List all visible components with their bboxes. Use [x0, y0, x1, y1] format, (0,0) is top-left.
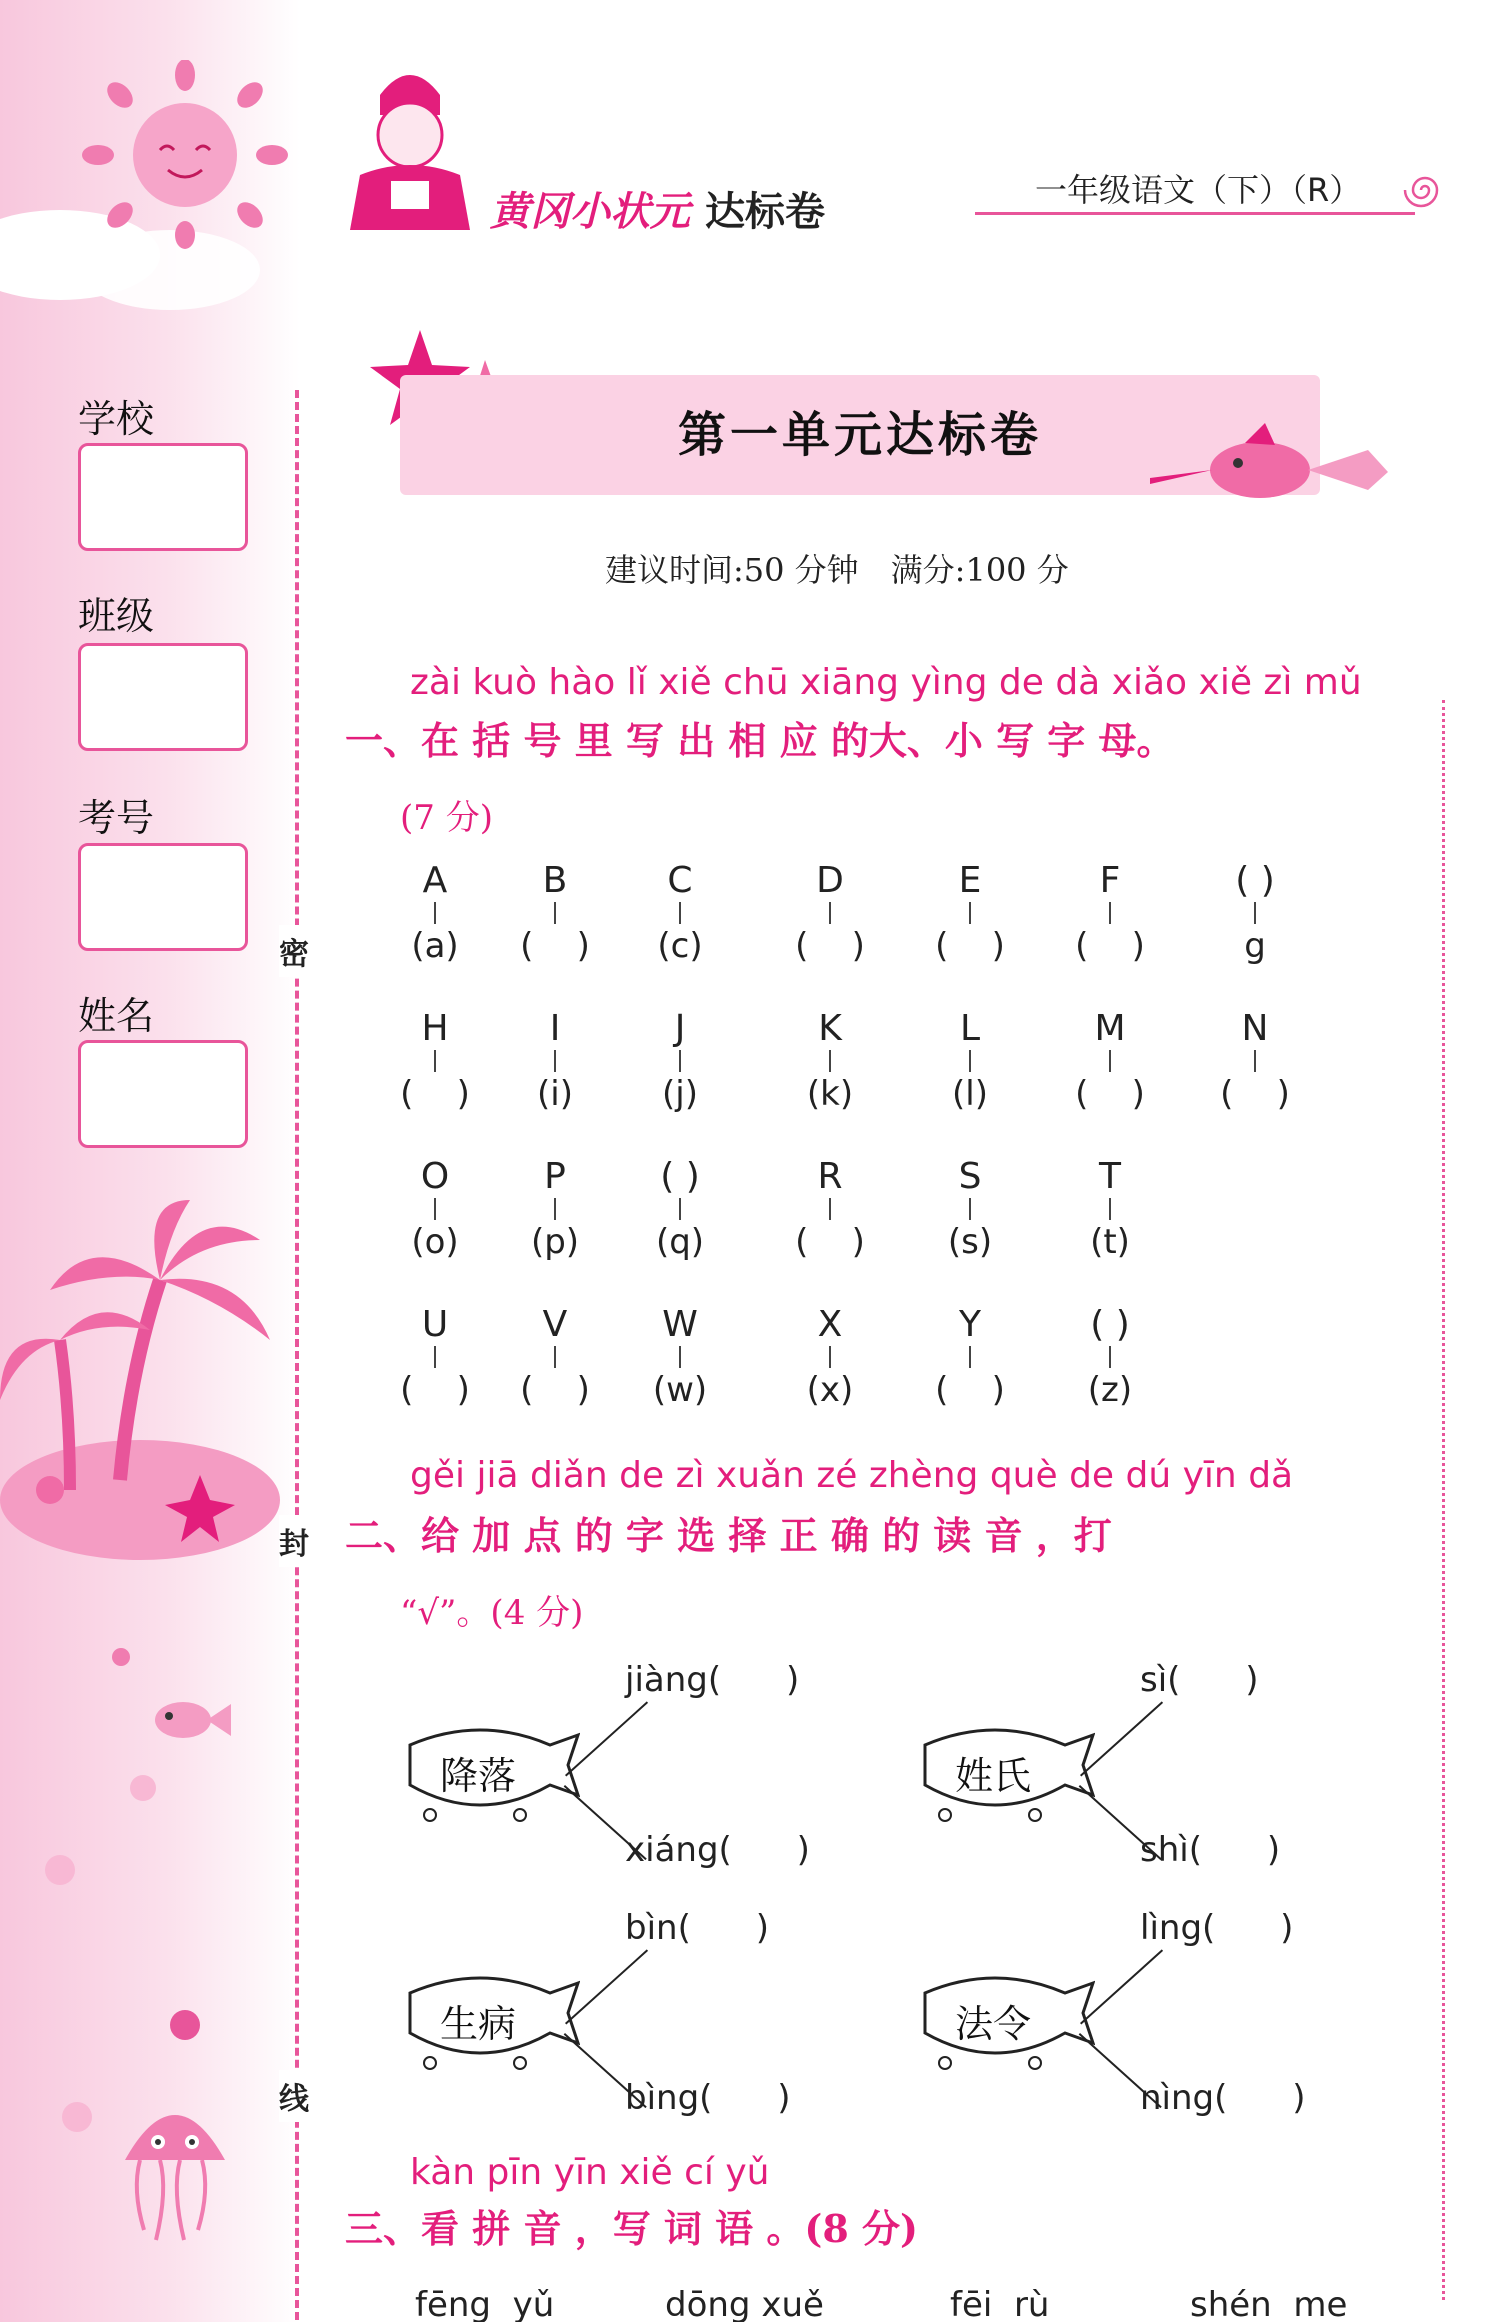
q1-title: 一、在 括 号 里 写 出 相 应 的大、小 写 字 母。: [345, 718, 1175, 763]
connector-tick: [829, 1050, 831, 1072]
letter-upper: A: [422, 860, 448, 901]
connector-tick: [679, 1198, 681, 1220]
fish-item: [400, 1908, 950, 2118]
letter-pair: [770, 1304, 890, 1412]
connector-tick: [434, 1198, 436, 1220]
letter-lower: (a): [411, 926, 459, 966]
letter-lower: (l): [952, 1074, 988, 1114]
fish-item: [915, 1660, 1415, 1870]
pinyin-option[interactable]: xiáng( ): [625, 1830, 810, 1870]
connector-tick: [829, 1198, 831, 1220]
q3-pinyin: kàn pīn yīn xiě cí yǔ: [410, 2152, 770, 2193]
letter-pair: [1195, 1008, 1315, 1116]
letter-lower[interactable]: ( ): [935, 1370, 1005, 1410]
pinyin-option[interactable]: bìn( ): [625, 1908, 769, 1948]
letter-upper: N: [1241, 1008, 1269, 1049]
pinyin-option[interactable]: sì( ): [1140, 1660, 1259, 1700]
connector-tick: [554, 1198, 556, 1220]
letter-pair: [375, 1156, 495, 1264]
class-input[interactable]: [78, 643, 248, 751]
letter-pair: [1050, 1008, 1170, 1116]
school-label: 学校: [78, 397, 155, 441]
letter-pair: [620, 1008, 740, 1116]
small-fish-icon: [145, 1690, 235, 1750]
connector-tick: [1254, 902, 1256, 924]
bubble-decoration: [45, 1855, 75, 1885]
letter-upper: F: [1099, 860, 1121, 901]
letter-pair: [375, 1304, 495, 1412]
letter-lower: (c): [657, 926, 703, 966]
exam-number-input[interactable]: [78, 843, 248, 951]
letter-upper: W: [662, 1304, 698, 1345]
letter-upper: D: [816, 860, 844, 901]
connector-tick: [679, 1346, 681, 1368]
letter-pair: [910, 1008, 1030, 1116]
letter-lower[interactable]: ( ): [400, 1074, 470, 1114]
letter-lower[interactable]: ( ): [520, 926, 590, 966]
letter-upper[interactable]: ( ): [1090, 1304, 1130, 1345]
letter-lower: (x): [806, 1370, 854, 1410]
letter-upper: P: [544, 1156, 566, 1197]
connector-tick: [554, 902, 556, 924]
q3-pinyin-item: fēng yǔ: [415, 2285, 555, 2322]
letter-pair: [1050, 1156, 1170, 1264]
connector-tick: [1109, 1050, 1111, 1072]
subject-underline: [975, 212, 1415, 215]
letter-upper: E: [958, 860, 982, 901]
bubble-decoration: [170, 2010, 200, 2040]
letter-upper[interactable]: ( ): [1235, 860, 1275, 901]
letter-upper[interactable]: ( ): [660, 1156, 700, 1197]
brand-logo: 黄冈小状元: [490, 189, 690, 235]
letter-lower[interactable]: ( ): [400, 1370, 470, 1410]
letter-pair: [620, 1304, 740, 1412]
letter-pair: [375, 860, 495, 968]
letter-pair: [910, 860, 1030, 968]
brand-suffix: 达标卷: [705, 189, 825, 235]
letter-pair: [620, 1156, 740, 1264]
letter-pair: [1195, 860, 1315, 968]
fish-word: 姓氏: [955, 1754, 1032, 1798]
q3-title: 三、看 拼 音 ，写 词 语 。(8 分): [345, 2206, 919, 2251]
exam-title: 第一单元达标卷: [677, 407, 1042, 463]
name-label: 姓名: [78, 994, 155, 1038]
letter-pair: [375, 1008, 495, 1116]
letter-pair: [910, 1156, 1030, 1264]
letter-lower: (q): [655, 1222, 705, 1262]
q1-score: (7 分): [400, 798, 493, 838]
letter-pair: [620, 860, 740, 968]
letter-lower[interactable]: ( ): [795, 1222, 865, 1262]
letter-upper: M: [1094, 1008, 1126, 1049]
fish-word: 生病: [440, 2002, 517, 2046]
letter-upper: U: [421, 1304, 449, 1345]
pinyin-option[interactable]: lìng( ): [1140, 1908, 1294, 1948]
letter-pair: [495, 1156, 615, 1264]
letter-lower[interactable]: ( ): [795, 926, 865, 966]
connector-tick: [679, 1050, 681, 1072]
letter-lower: (p): [530, 1222, 580, 1262]
connector-tick: [434, 902, 436, 924]
letter-upper: O: [420, 1156, 450, 1197]
fish-item: [915, 1908, 1415, 2118]
letter-pair: [495, 1008, 615, 1116]
letter-pair: [770, 1156, 890, 1264]
letter-upper: K: [818, 1008, 842, 1049]
letter-upper: I: [549, 1008, 561, 1049]
letter-upper: Y: [959, 1304, 981, 1345]
fish-decoration-icon: [1150, 415, 1390, 525]
letter-pair: [770, 860, 890, 968]
seal-line: [295, 390, 299, 2320]
fish-word: 法令: [955, 2002, 1032, 2046]
connector-tick: [969, 1346, 971, 1368]
letter-lower[interactable]: ( ): [935, 926, 1005, 966]
letter-lower[interactable]: ( ): [520, 1370, 590, 1410]
letter-upper: V: [542, 1304, 568, 1345]
letter-lower: (z): [1087, 1370, 1133, 1410]
class-label: 班级: [78, 594, 155, 638]
fish-item: [400, 1660, 950, 1870]
jellyfish-icon: [120, 2100, 230, 2250]
letter-upper: R: [817, 1156, 843, 1197]
sidebar-background: [0, 0, 300, 2322]
pinyin-option[interactable]: shì( ): [1140, 1830, 1281, 1870]
letter-pair: [910, 1304, 1030, 1412]
connector-tick: [1109, 902, 1111, 924]
connector-tick: [829, 902, 831, 924]
letter-lower: (k): [806, 1074, 854, 1114]
connector-tick: [969, 902, 971, 924]
fish-word: 降落: [440, 1754, 517, 1798]
sun-icon: [80, 60, 290, 250]
letter-upper: B: [542, 860, 568, 901]
connector-tick: [554, 1050, 556, 1072]
connector-tick: [829, 1346, 831, 1368]
palm-island-icon: [0, 1200, 280, 1560]
q2-pinyin: gěi jiā diǎn de zì xuǎn zé zhèng què de dú yīn dǎ: [410, 1455, 1294, 1496]
q3-pinyin-item: shén me: [1190, 2285, 1348, 2322]
connector-tick: [1254, 1050, 1256, 1072]
name-input[interactable]: [78, 1040, 248, 1148]
letter-lower[interactable]: ( ): [1075, 1074, 1145, 1114]
school-input[interactable]: [78, 443, 248, 551]
subject-label: 一年级语文（下）（R）: [1035, 171, 1362, 209]
connector-tick: [434, 1346, 436, 1368]
right-margin-line: [1442, 700, 1445, 2300]
bubble-decoration: [112, 1648, 130, 1666]
connector-tick: [434, 1050, 436, 1072]
connector-tick: [969, 1198, 971, 1220]
q2-score: “√”。(4 分): [400, 1593, 584, 1633]
seal-char-mi: 密: [279, 925, 309, 977]
letter-upper: X: [817, 1304, 843, 1345]
mascot-boy-icon: [340, 55, 480, 235]
letter-lower: (t): [1090, 1222, 1130, 1262]
letter-pair: [1050, 1304, 1170, 1412]
bubble-decoration: [130, 1775, 156, 1801]
swirl-icon: [1400, 165, 1450, 215]
letter-lower: g: [1244, 926, 1266, 966]
letter-lower[interactable]: ( ): [1220, 1074, 1290, 1114]
letter-lower: (s): [947, 1222, 993, 1262]
connector-tick: [1109, 1346, 1111, 1368]
connector-tick: [554, 1346, 556, 1368]
letter-upper: J: [674, 1008, 686, 1049]
bubble-decoration: [62, 2102, 92, 2132]
pinyin-option[interactable]: nìng( ): [1140, 2078, 1306, 2118]
q2-title: 二、给 加 点 的 字 选 择 正 确 的 读 音 ，打: [345, 1513, 1112, 1558]
letter-pair: [495, 1304, 615, 1412]
q3-pinyin-item: fēi rù: [950, 2285, 1050, 2322]
exam-number-label: 考号: [78, 796, 155, 840]
connector-tick: [969, 1050, 971, 1072]
letter-lower: (j): [662, 1074, 698, 1114]
q3-pinyin-item: dōng xuě: [665, 2285, 824, 2322]
letter-lower: (o): [411, 1222, 459, 1262]
letter-lower[interactable]: ( ): [1075, 926, 1145, 966]
seal-char-feng: 封: [279, 1515, 309, 1567]
letter-upper: T: [1099, 1156, 1121, 1197]
letter-pair: [1050, 860, 1170, 968]
pinyin-option[interactable]: bìng( ): [625, 2078, 791, 2118]
q1-pinyin: zài kuò hào lǐ xiě chū xiāng yìng de dà xiǎo xiě zì mǔ: [410, 662, 1362, 703]
letter-lower: (i): [537, 1074, 573, 1114]
pinyin-option[interactable]: jiàng( ): [625, 1660, 800, 1700]
letter-upper: H: [421, 1008, 449, 1049]
letter-upper: C: [667, 860, 693, 901]
connector-tick: [679, 902, 681, 924]
letter-pair: [495, 860, 615, 968]
seal-char-xian: 线: [279, 2070, 309, 2122]
connector-tick: [1109, 1198, 1111, 1220]
letter-upper: S: [958, 1156, 982, 1197]
letter-pair: [770, 1008, 890, 1116]
letter-upper: L: [959, 1008, 981, 1049]
time-info: 建议时间:50 分钟 满分:100 分: [605, 551, 1069, 589]
letter-lower: (w): [652, 1370, 708, 1410]
